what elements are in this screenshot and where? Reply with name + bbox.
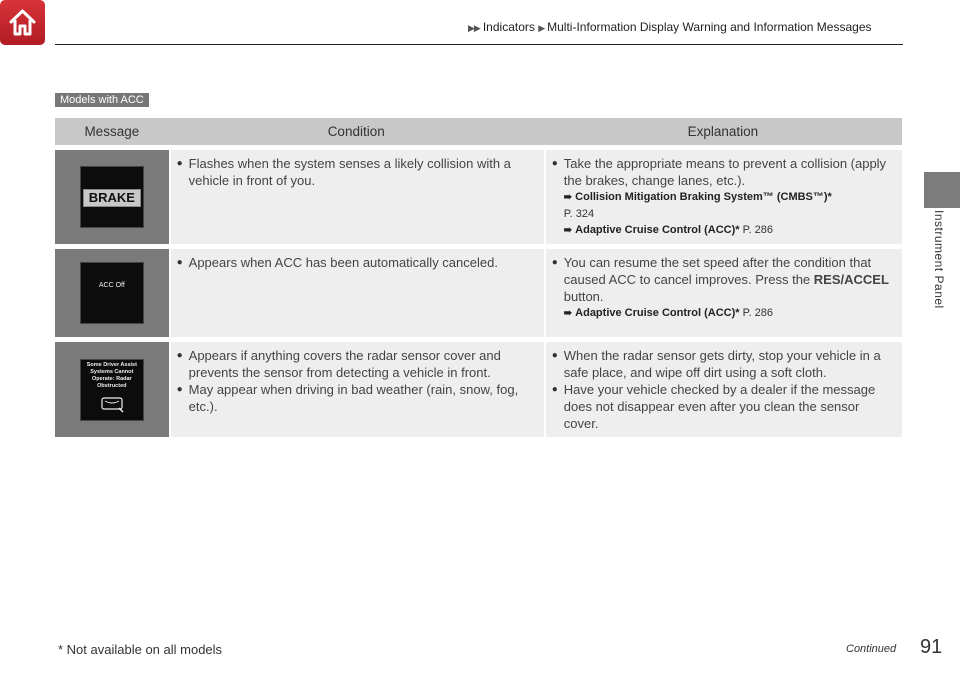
reference-link[interactable]: [552, 189, 896, 222]
reference-title: Adaptive Cruise Control (ACC)*: [575, 224, 740, 236]
acc-off-message-screen: [80, 262, 144, 324]
reference-link[interactable]: [552, 222, 896, 239]
reference-page: P. 286: [742, 307, 774, 319]
table-row: [55, 150, 902, 244]
condition-cell: [169, 249, 544, 337]
header-message: Message: [55, 118, 169, 145]
condition-item: ● Appears if anything covers the radar sensor cover and prevents the sensor from detecting a vehicle in front.: [177, 347, 536, 381]
messages-table: [55, 113, 902, 442]
table-row: [55, 249, 902, 337]
side-section-label: [920, 210, 960, 320]
message-image-cell: [55, 342, 169, 437]
radar-obstructed-message-text: Some Driver Assist Systems Cannot Operate: Radar Obstructed: [86, 361, 137, 389]
home-icon: [7, 7, 38, 38]
header-condition: Condition: [169, 118, 544, 145]
header-explanation: Explanation: [544, 118, 902, 145]
reference-arrow-icon: ➠: [563, 192, 573, 203]
side-label-text: Instrument Panel: [932, 210, 946, 309]
breadcrumb-link-messages[interactable]: Multi-Information Display Warning and Information Messages: [547, 20, 872, 34]
explanation-cell: [544, 249, 902, 337]
header-rule: [55, 44, 903, 45]
brake-message-text: BRAKE: [83, 189, 141, 207]
models-tag: Models with ACC: [55, 93, 149, 107]
message-image-cell: [55, 249, 169, 337]
acc-off-message-text: ACC Off: [98, 282, 125, 289]
side-tab-marker: [924, 172, 960, 208]
explanation-cell: [544, 342, 902, 437]
breadcrumb-arrow-icon: ▶: [538, 23, 545, 33]
condition-item: ● May appear when driving in bad weather (rain, snow, fog, etc.).: [177, 381, 536, 415]
footnote: * Not available on all models: [58, 642, 223, 657]
explanation-item: ● Take the appropriate means to prevent a collision (apply the brakes, change lanes, etc.).: [552, 155, 896, 189]
condition-cell: [169, 342, 544, 437]
reference-link[interactable]: [552, 305, 896, 322]
reference-title: Collision Mitigation Braking System™ (CMBS™)*: [575, 191, 832, 203]
radar-sensor-icon: [99, 395, 125, 413]
reference-page: P. 286: [742, 224, 774, 236]
breadcrumb-link-indicators[interactable]: Indicators: [482, 20, 535, 34]
condition-cell: [169, 150, 544, 244]
condition-item: ● Flashes when the system senses a likely collision with a vehicle in front of you.: [177, 155, 536, 189]
brake-message-screen: [80, 166, 144, 228]
explanation-item: ● When the radar sensor gets dirty, stop your vehicle in a safe place, and wipe off dirt using a soft cloth.: [552, 347, 896, 381]
table-header-row: [55, 118, 902, 145]
home-button[interactable]: [0, 0, 45, 45]
reference-page: P. 324: [563, 208, 595, 220]
reference-arrow-icon: ➠: [563, 225, 573, 236]
page-number: 91: [920, 636, 943, 658]
continued-label: Continued: [846, 643, 897, 655]
table-row: [55, 342, 902, 437]
condition-item: ● Appears when ACC has been automatically canceled.: [177, 254, 536, 271]
reference-arrow-icon: ➠: [563, 308, 573, 319]
explanation-text-pre: You can resume the set speed after the condition that caused ACC to cancel improves. Press the: [563, 255, 872, 287]
explanation-text-post: button.: [563, 289, 604, 304]
reference-title: Adaptive Cruise Control (ACC)*: [575, 307, 740, 319]
radar-obstructed-message-screen: [80, 359, 144, 421]
breadcrumb-arrow-icon: ▶▶: [468, 23, 480, 33]
message-image-cell: [55, 150, 169, 244]
explanation-item: ● Have your vehicle checked by a dealer if the message does not disappear even after you clean the sensor cover.: [552, 381, 896, 432]
explanation-item: [552, 254, 896, 305]
breadcrumb: [468, 20, 872, 34]
res-accel-button-label: RES/ACCEL: [813, 272, 889, 287]
explanation-cell: [544, 150, 902, 244]
